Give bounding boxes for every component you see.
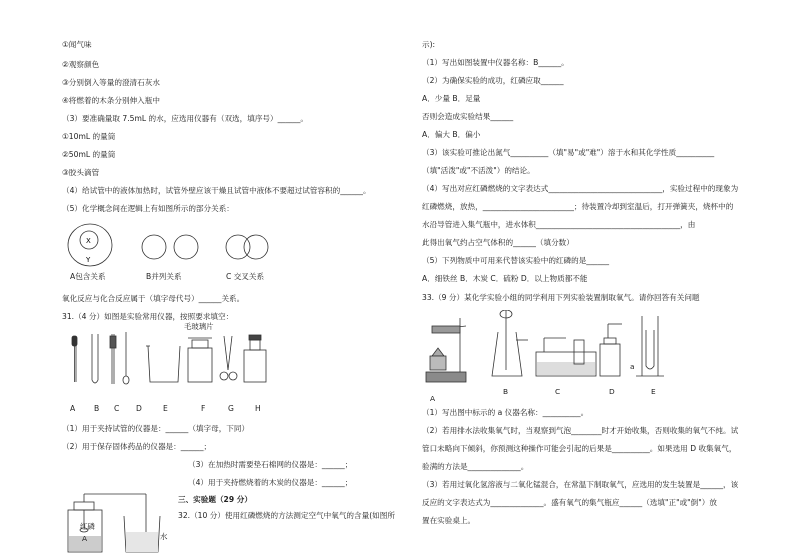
instrument-a-label: a: [630, 362, 635, 371]
combustion-spoon-icon: [123, 332, 129, 384]
instrument-letter-g: G: [228, 404, 234, 413]
apparatus-label-c: C: [555, 387, 561, 396]
text-line: （3）要准确量取 7.5mL 的水，应选用仪器有（双选，填序号）______。: [62, 114, 308, 123]
instrument-letter-f: F: [201, 404, 206, 413]
section-3-heading: 三、实验题（29 分）: [178, 495, 252, 504]
water-label: 水: [160, 532, 168, 541]
text-line: （5）下列物质中可用来代替该实验中的红磷的是______: [422, 256, 610, 265]
text-line: 氧化反应与化合反应属于（填字母代号）______关系。: [62, 294, 245, 303]
venn-y-label: Y: [86, 256, 91, 264]
instrument-letter-b: B: [94, 404, 100, 413]
frosted-glass-label: 毛玻璃片: [184, 322, 214, 331]
text-line: （2）为确保实验的成功，红磷应取______: [422, 76, 564, 85]
question-31-2: （2）用于保存固体药品的仪器是：______；: [62, 442, 212, 451]
instrument-letter-e: E: [163, 404, 168, 413]
oxygen-apparatus: [424, 310, 674, 390]
text-line: （5）化学概念间在逻辑上有如图所示的部分关系：: [62, 204, 234, 213]
text-line: （填"活泼"或"不活泼"）的结论。: [422, 166, 535, 175]
text-line: ②50mL 的量筒: [62, 150, 116, 159]
question-31-3: （3）在加热时需要垫石棉网的仪器是：______；: [188, 460, 353, 469]
text-line: A．细铁丝 B．木炭 C．硫粉 D．以上物质都不能: [422, 274, 588, 283]
apparatus-label-a: A: [430, 394, 436, 403]
red-phosphorus-label: 红磷: [80, 522, 95, 531]
text-line: 置在实验桌上。: [422, 516, 476, 525]
text-line: （1）写出图中标示的 a 仪器名称：__________。: [422, 408, 589, 417]
text-line: （3）该实验可推论出氮气__________（填"易"或"难"）溶于水和其化学性质__________: [422, 148, 715, 157]
venn-label-c: C 交叉关系: [226, 272, 265, 281]
text-line: ①闻气味: [62, 40, 92, 49]
wide-mouth-bottle-icon: [188, 338, 212, 382]
venn-diagrams: [62, 218, 292, 276]
lab-instruments: [66, 330, 276, 392]
text-line: ③胶头滴管: [62, 168, 100, 177]
narrow-mouth-bottle-icon: [244, 335, 266, 382]
text-line: 水沿导管进入集气瓶中，进水体积______________________________________，由: [422, 220, 696, 229]
text-line: 示):: [422, 40, 436, 49]
text-line: ④将燃着的木条分别伸入瓶中: [62, 96, 160, 105]
dropper-icon: [72, 336, 77, 382]
text-line: ②观察颜色: [62, 60, 100, 69]
text-line: （4）写出对应红磷燃烧的文字表达式______________________________，实验过程中的现象为: [422, 184, 739, 193]
text-line: 管口未略向下倾斜，你预测这种操作可能会引起的后果是__________。如果选用 D 收集氧气，: [422, 444, 737, 453]
text-line: 反应的文字表达式为______________。盛有氧气的集气瓶应______（选填"正"或"倒"）放: [422, 498, 717, 507]
instrument-letter-a: A: [70, 404, 76, 413]
crucible-tongs-icon: [220, 336, 237, 380]
venn-label-b: B并列关系: [146, 272, 182, 281]
apparatus-a-label: A: [82, 534, 88, 543]
instrument-letter-c: C: [114, 404, 120, 413]
beaker-icon: [146, 346, 180, 382]
question-33: 33.（9 分）某化学实验小组的同学利用下列实验装置制取氧气。请你回答有关问题: [422, 293, 700, 302]
text-line: ③分别倒入等量的澄清石灰水: [62, 78, 160, 87]
red-phosphorus-apparatus: [62, 488, 176, 554]
test-tube-icon: [92, 334, 98, 383]
text-line: A．偏大 B．偏小: [422, 130, 481, 139]
instrument-letter-h: H: [255, 404, 261, 413]
text-line: 此得出氧气约占空气体积的______（填分数）: [422, 238, 574, 247]
test-tube-brush-icon: [110, 334, 116, 384]
text-line: （4）给试管中的液体加热时，试管外壁应该干燥且试管中液体不要超过试管容积的______。: [62, 186, 371, 195]
text-line: 验满的方法是______________。: [422, 462, 529, 471]
text-line: 红磷燃烧，放热，________________________；待装置冷却到室温后，打开弹簧夹，烧杯中的: [422, 202, 734, 211]
text-line: （2）若用排水法收集氧气时，当观察到气泡________时才开始收集，否则收集的氧气不纯。试: [422, 426, 739, 435]
text-line: （1）写出如图装置中仪器名称：B______。: [422, 58, 569, 67]
apparatus-label-e: E: [651, 387, 656, 396]
text-line: A．少量 B．足量: [422, 94, 481, 103]
text-line: 否则会造成实验结果______: [422, 112, 514, 121]
question-31-4: （4）用于夹持燃烧着的木炭的仪器是：______；: [188, 478, 353, 487]
text-line: （3）若用过氧化氢溶液与二氧化锰混合，在常温下制取氧气，应选用的发生装置是______，该: [422, 480, 739, 489]
apparatus-label-d: D: [609, 387, 615, 396]
question-31: 31.（4 分）如图是实验常用仪器，按照要求填空：: [62, 312, 234, 321]
question-32: 32.（10 分）使用红磷燃烧的方法测定空气中氧气的含量(如图所: [178, 511, 395, 520]
instrument-letter-d: D: [136, 404, 142, 413]
apparatus-label-b: B: [503, 387, 509, 396]
venn-x-label: X: [86, 237, 91, 245]
question-31-1: （1）用于夹持试管的仪器是：______（填字母，下同）: [62, 424, 250, 433]
venn-label-a: A包含关系: [70, 272, 106, 281]
text-line: ①10mL 的量筒: [62, 132, 116, 141]
